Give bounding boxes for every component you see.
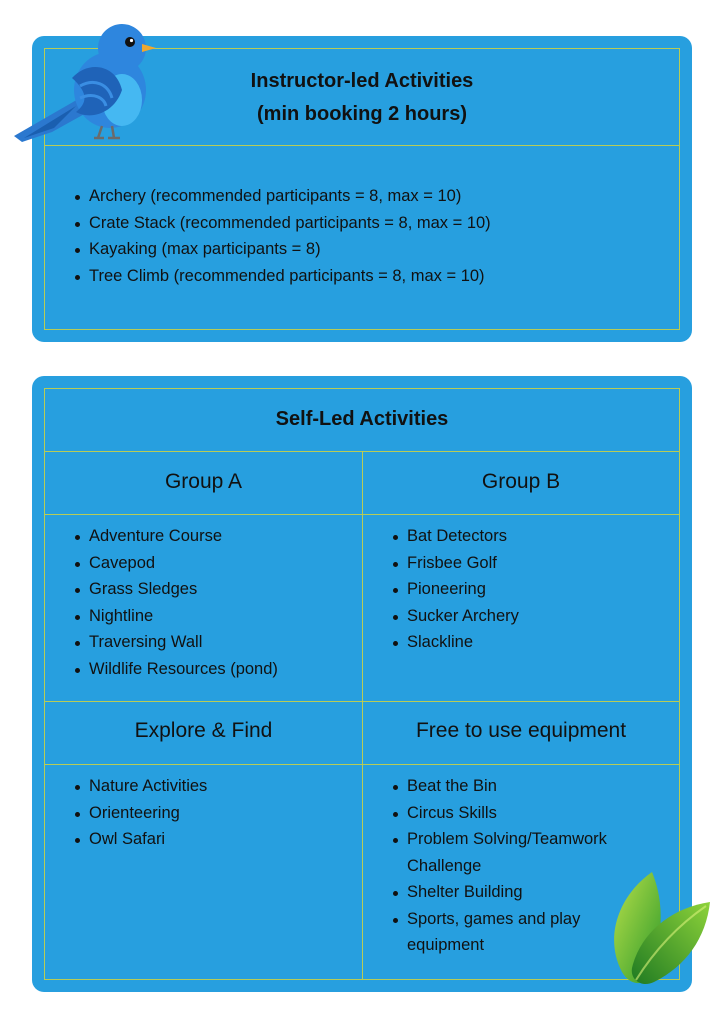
free-equipment-heading: Free to use equipment (415, 719, 627, 742)
list-item: Sucker Archery (407, 603, 519, 630)
list-item: Grass Sledges (89, 576, 278, 603)
self-led-card (32, 376, 692, 992)
list-item: Wildlife Resources (pond) (89, 656, 278, 683)
list-item: Shelter Building (407, 879, 647, 906)
explore-find-list (67, 773, 207, 853)
list-item: Pioneering (407, 576, 519, 603)
column-divider (362, 451, 363, 979)
bluebird-icon (10, 20, 160, 145)
group-b-heading: Group B (481, 470, 561, 493)
list-item: Archery (recommended participants = 8, max = 10) (89, 183, 491, 210)
self-led-title: Self-Led Activities (275, 408, 449, 430)
list-item: Sports, games and play equipment (407, 906, 647, 959)
divider (45, 145, 679, 146)
list-item: Frisbee Golf (407, 550, 519, 577)
list-item: Nightline (89, 603, 278, 630)
list-item: Crate Stack (recommended participants = 8, max = 10) (89, 210, 491, 237)
group-b-list (385, 523, 519, 656)
group-a-list (67, 523, 278, 682)
list-item: Traversing Wall (89, 629, 278, 656)
list-item: Problem Solving/Teamwork Challenge (407, 826, 647, 879)
group-a-heading: Group A (164, 470, 243, 493)
instructor-led-title: Instructor-led Activities (250, 70, 474, 92)
green-leaf-icon (600, 868, 718, 988)
instructor-led-subtitle: (min booking 2 hours) (257, 103, 467, 125)
list-item: Beat the Bin (407, 773, 647, 800)
list-item: Nature Activities (89, 773, 207, 800)
list-item: Kayaking (max participants = 8) (89, 236, 491, 263)
list-item: Tree Climb (recommended participants = 8, max = 10) (89, 263, 491, 290)
instructor-activity-list (67, 183, 491, 289)
list-item: Cavepod (89, 550, 278, 577)
explore-find-heading: Explore & Find (134, 719, 273, 742)
list-item: Bat Detectors (407, 523, 519, 550)
list-item: Slackline (407, 629, 519, 656)
list-item: Adventure Course (89, 523, 278, 550)
self-led-frame (44, 388, 680, 980)
list-item: Orienteering (89, 800, 207, 827)
list-item: Owl Safari (89, 826, 207, 853)
list-item: Circus Skills (407, 800, 647, 827)
